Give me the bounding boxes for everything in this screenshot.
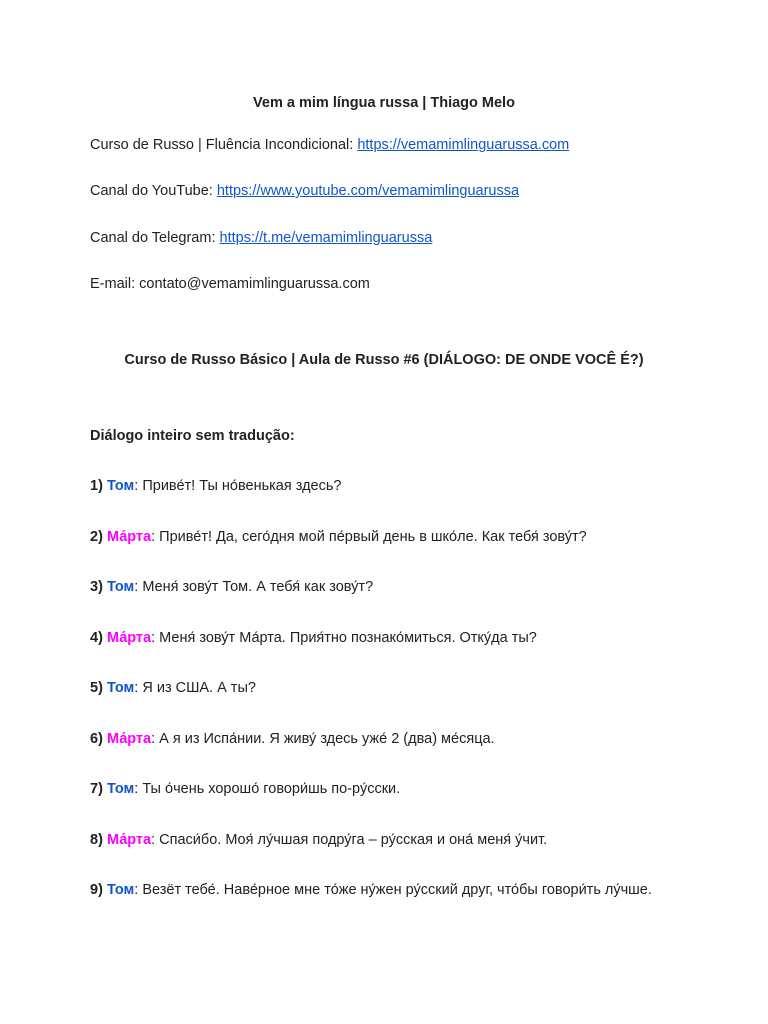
dialogue-number: 1) [90, 478, 103, 494]
dialogue-number: 8) [90, 831, 103, 848]
dialogue-number: 4) [90, 629, 103, 646]
dialogue-speaker: Том [106, 478, 135, 494]
dialogue-text: : Везёт тебе́. Наве́рное мне то́же ну́жен ру́сский друг, что́бы говори́ть лу́чше. [134, 882, 652, 898]
dialogue-line [90, 881, 652, 899]
telegram-link[interactable]: https://t.me/vemamimlinguarussa [219, 230, 433, 246]
dialogue-number: 6) [90, 730, 103, 747]
course-label: Curso de Russo | Fluência Incondicional: [90, 137, 358, 153]
dialogue-text: : Меня́ зову́т Том. А тебя́ как зову́т? [134, 579, 374, 595]
course-link-line [90, 136, 569, 154]
dialogue-text: : Ты о́чень хорошо́ говори́шь по-ру́сски. [134, 781, 401, 797]
email-line [90, 275, 370, 293]
dialogue-line [90, 780, 400, 798]
dialogue-speaker: Том [106, 680, 135, 696]
telegram-link-line [90, 229, 432, 247]
course-link[interactable]: https://vemamimlinguarussa.com [357, 137, 570, 153]
dialogue-number: 9) [90, 882, 103, 898]
dialogue-line [90, 578, 373, 596]
dialogue-line [90, 831, 547, 849]
dialogue-speaker: Ма́рта [106, 629, 152, 646]
dialogue-text: : Приве́т! Да, сего́дня мой пе́рвый день в шко́ле. Как тебя́ зову́т? [151, 528, 587, 545]
dialogue-speaker: Том [106, 579, 135, 595]
dialogue-speaker: Ма́рта [106, 831, 152, 848]
dialogue-line [90, 679, 256, 697]
dialogue-speaker: Том [106, 882, 135, 898]
dialogue-speaker: Ма́рта [106, 528, 152, 545]
dialogue-line [90, 477, 341, 495]
dialogue-line [90, 528, 587, 546]
section-heading: Diálogo inteiro sem tradução: [90, 428, 295, 444]
dialogue-text: : Приве́т! Ты но́венькая здесь? [134, 478, 342, 494]
dialogue-line [90, 629, 537, 647]
dialogue-number: 3) [90, 579, 103, 595]
dialogue-speaker: Ма́рта [106, 730, 152, 747]
youtube-link-line [90, 182, 519, 200]
email-value: contato@vemamimlinguarussa.com [139, 276, 370, 292]
dialogue-text: : Я из США. А ты? [134, 680, 256, 696]
lesson-title: Curso de Russo Básico | Aula de Russo #6 (DIÁLOGO: DE ONDE VOCÊ É?) [124, 352, 644, 368]
dialogue-text: : Спаси́бо. Моя́ лу́чшая подру́га – ру́сская и она́ меня́ у́чит. [151, 831, 548, 848]
dialogue-number: 2) [90, 528, 103, 545]
dialogue-text: : А я из Испа́нии. Я живу́ здесь уже́ 2 (два) ме́сяца. [151, 730, 495, 747]
dialogue-number: 5) [90, 680, 103, 696]
telegram-label: Canal do Telegram: [90, 230, 220, 246]
dialogue-number: 7) [90, 781, 103, 797]
dialogue-line [90, 730, 495, 748]
document-title: Vem a mim língua russa | Thiago Melo [253, 95, 515, 111]
dialogue-text: : Меня́ зову́т Ма́рта. Прия́тно познако́миться. Отку́да ты? [151, 629, 537, 646]
email-label: E-mail: [90, 276, 140, 292]
youtube-link[interactable]: https://www.youtube.com/vemamimlinguarussa [216, 183, 520, 199]
dialogue-speaker: Том [106, 781, 135, 797]
youtube-label: Canal do YouTube: [90, 183, 217, 199]
